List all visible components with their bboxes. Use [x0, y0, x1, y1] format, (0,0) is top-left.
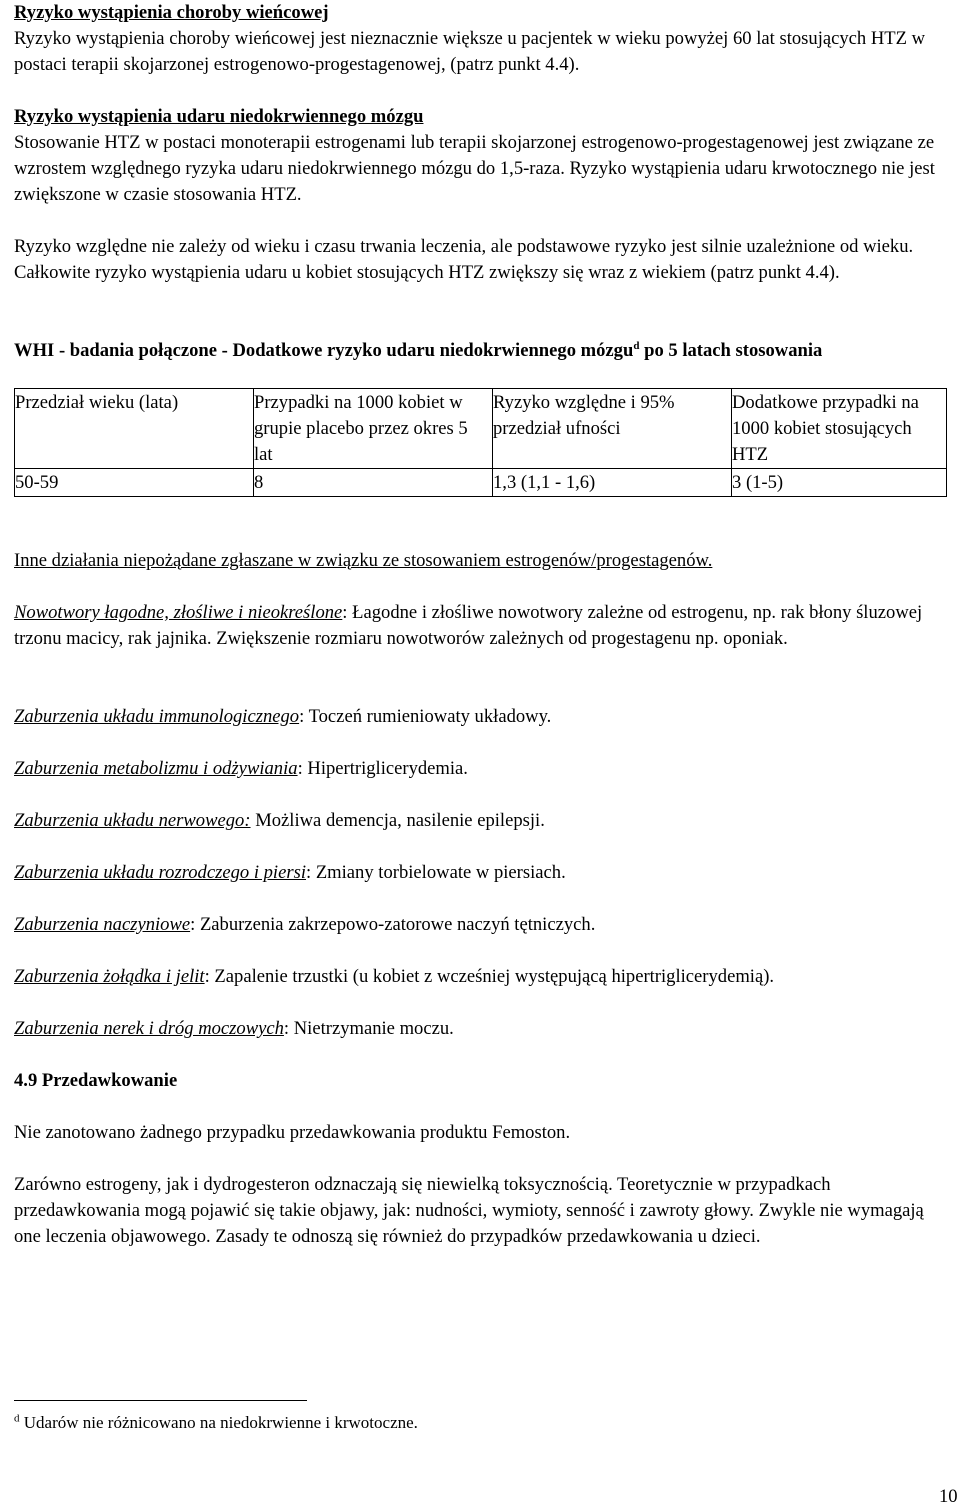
adverse-item [14, 912, 944, 938]
paragraph-relative-risk [14, 234, 944, 286]
category-separator: : [299, 706, 305, 727]
table-header-cell: Przypadki na 1000 kobiet w grupie placebo przez okres 5 lat [254, 389, 493, 469]
paragraph: Ryzyko względne nie zależy od wieku i czasu trwania leczenia, ale podstawowe ryzyko jest silnie uzależnione od wieku. Całkowite ryzyko wystąpienia udaru u kobiet stosujących HTZ zwiększy się wraz z wiekiem (patrz punkt 4.4). [14, 236, 914, 283]
paragraph-block [14, 1172, 944, 1250]
paragraph-block [14, 1120, 944, 1146]
category-label: Zaburzenia naczyniowe [14, 914, 191, 935]
category-separator: : [306, 862, 312, 883]
footnote-text: Udarów nie różnicowano na niedokrwienne i krwotoczne. [19, 1413, 418, 1432]
table-cell: 3 (1-5) [732, 469, 947, 497]
adverse-item [14, 600, 944, 652]
paragraph [14, 964, 944, 990]
adverse-item [14, 704, 944, 730]
paragraph [14, 912, 944, 938]
category-text: Zmiany torbielowate w piersiach. [311, 862, 566, 883]
section-heading: Ryzyko wystąpienia choroby wieńcowej [14, 2, 329, 23]
category-separator: : [204, 966, 210, 987]
table-cell: 50-59 [15, 469, 254, 497]
other-effects-heading-block [14, 548, 944, 574]
paragraph [14, 704, 944, 730]
section-heading: Ryzyko wystąpienia udaru niedokrwiennego mózgu [14, 106, 424, 127]
section-coronary-risk [14, 0, 944, 78]
footnote-marker: d [14, 1412, 20, 1425]
paragraph [14, 1016, 944, 1042]
adverse-item [14, 860, 944, 886]
table-cell: 8 [254, 469, 493, 497]
category-text: Nietrzymanie moczu. [289, 1018, 454, 1039]
category-label: Nowotwory łagodne, złośliwe i nieokreślone [14, 602, 343, 623]
table-header-row [15, 389, 947, 469]
paragraph: Nie zanotowano żadnego przypadku przedawkowania produktu Femoston. [14, 1122, 571, 1143]
footnote-separator [14, 1400, 307, 1401]
paragraph [14, 808, 944, 834]
stroke-risk-table [14, 388, 947, 497]
category-separator: : [342, 602, 348, 623]
category-label: Zaburzenia układu rozrodczego i piersi [14, 862, 306, 883]
category-text: Łagodne i złośliwe nowotwory zależne od estrogenu, np. rak błony śluzowej trzonu macicy, rak jajnika. Zwiększenie rozmiaru nowotworów zależnych od progestagenu np. oponiak. [14, 602, 923, 649]
adverse-item [14, 756, 944, 782]
table-header-cell: Przedział wieku (lata) [15, 389, 254, 469]
table-cell: 1,3 (1,1 - 1,6) [493, 469, 732, 497]
table-header-cell: Ryzyko względne i 95% przedział ufności [493, 389, 732, 469]
footnote-marker: d [633, 339, 640, 352]
section-heading: 4.9 Przedawkowanie [14, 1070, 178, 1091]
category-text: Możliwa demencja, nasilenie epilepsji. [250, 810, 545, 831]
paragraph: Stosowanie HTZ w postaci monoterapii estrogenami lub terapii skojarzonej estrogenowo-progestagenowej jest związane ze wzrostem względnego ryzyka udaru niedokrwiennego mózgu do 1,5-raza. Ryzyko wystąpienia udaru krwotocznego nie jest zwiększone w czasie stosowania HTZ. [14, 132, 935, 205]
section-overdose-heading [14, 1068, 944, 1094]
adverse-item [14, 1016, 944, 1042]
paragraph: Zarówno estrogeny, jak i dydrogesteron odznaczają się niewielką toksycznością. Teoretycznie w przypadkach przedawkowania mogą pojawić się takie objawy, jak: nudności, wymioty, senność i zawroty głowy. Zwykle nie wymagają one leczenia objawowego. Zasady te odnoszą się również do przypadków przedawkowania u dzieci. [14, 1174, 924, 1247]
table-title-part: WHI - badania połączone - Dodatkowe ryzyko udaru niedokrwiennego mózgu [14, 340, 634, 361]
category-text: Hipertriglicerydemia. [302, 758, 468, 779]
table-title [14, 338, 944, 364]
category-text: Zapalenie trzustki (u kobiet z wcześniej występującą hipertriglicerydemią). [209, 966, 775, 987]
category-label: Zaburzenia metabolizmu i odżywiania [14, 758, 298, 779]
footnote [14, 1410, 944, 1436]
paragraph [14, 600, 944, 652]
category-text: Toczeń rumieniowaty układowy. [304, 706, 552, 727]
category-text: Zaburzenia zakrzepowo-zatorowe naczyń tętniczych. [195, 914, 596, 935]
category-separator: : [283, 1018, 290, 1039]
adverse-item [14, 964, 944, 990]
page-number: 10 [939, 1486, 958, 1507]
category-separator: : [297, 758, 303, 779]
category-label: Zaburzenia układu immunologicznego [14, 706, 300, 727]
paragraph [14, 860, 944, 886]
category-label: Zaburzenia nerek i dróg moczowych [14, 1018, 284, 1039]
category-separator: : [190, 914, 196, 935]
adverse-item [14, 808, 944, 834]
category-label: Zaburzenia żołądka i jelit [14, 966, 205, 987]
table-row [15, 469, 947, 497]
table-header-cell: Dodatkowe przypadki na 1000 kobiet stosujących HTZ [732, 389, 947, 469]
category-label: Zaburzenia układu nerwowego: [14, 810, 251, 831]
table-title-part: po 5 latach stosowania [639, 340, 823, 361]
section-stroke-risk [14, 104, 944, 208]
paragraph: Ryzyko wystąpienia choroby wieńcowej jest nieznacznie większe u pacjentek w wieku powyżej 60 lat stosujących HTZ w postaci terapii skojarzonej estrogenowo-progestagenowej, (patrz punkt 4.4). [14, 28, 926, 75]
paragraph [14, 756, 944, 782]
section-heading: Inne działania niepożądane zgłaszane w związku ze stosowaniem estrogenów/progestagenów. [14, 550, 713, 571]
